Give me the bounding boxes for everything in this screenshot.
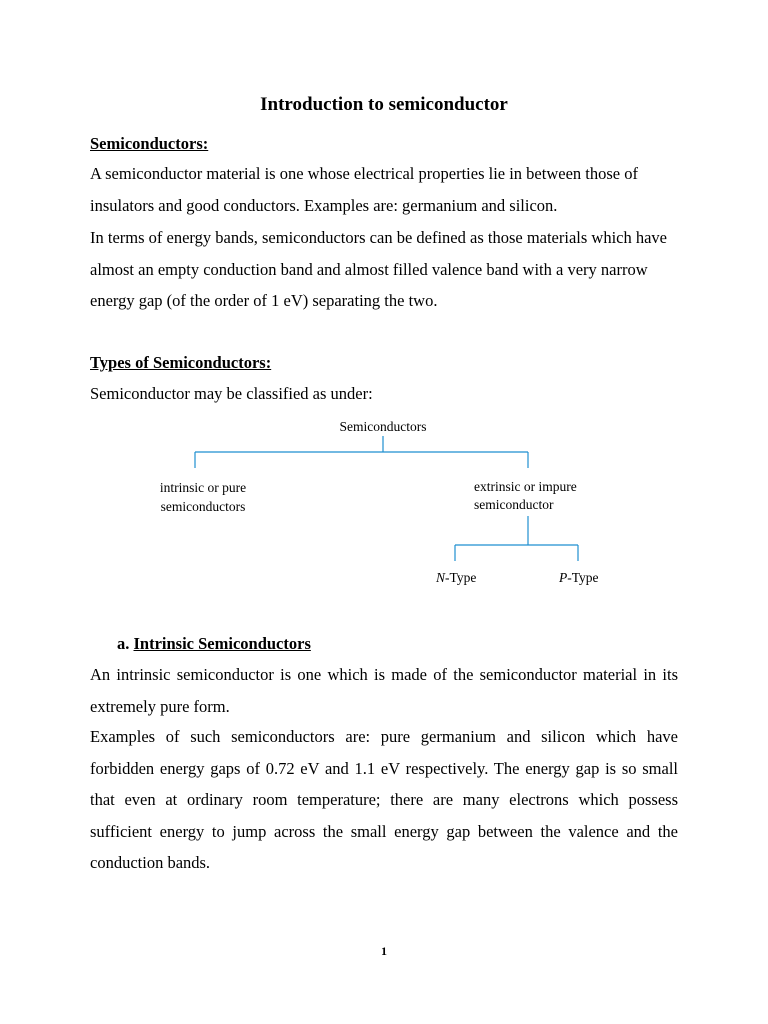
paragraph-intrinsic-examples: Examples of such semiconductors are: pure germanium and silicon which have forbidden energy gaps of 0.72 eV and 1.1 eV respectively. The energy gap is so small that even at ordinary room temperature; there are many electrons which possess sufficient energy to jump across the small energy gap between the valence and the conduction bands. bbox=[90, 727, 678, 872]
list-marker: a. bbox=[117, 634, 130, 653]
diagram-extrinsic-label-line1: extrinsic or impure bbox=[474, 479, 577, 494]
page-title: Introduction to semiconductor bbox=[260, 94, 508, 115]
diagram-p-type-label bbox=[558, 570, 599, 585]
paragraph-energy-bands: In terms of energy bands, semiconductors can be defined as those materials which have almost an empty conduction band and almost filled valence band with a very narrow energy gap (of the order of 1 eV) separating the two. bbox=[90, 228, 668, 310]
p-type-letter: P bbox=[559, 570, 568, 585]
diagram-intrinsic-label-line2: semiconductors bbox=[160, 499, 246, 514]
paragraph-intrinsic-definition: An intrinsic semiconductor is one which is made of the semiconductor material in its extremely pure form. bbox=[90, 665, 678, 716]
section-heading-intrinsic bbox=[117, 634, 311, 654]
n-type-letter: N bbox=[436, 570, 446, 585]
p-type-suffix: -Type bbox=[567, 570, 599, 585]
intrinsic-heading-text: Intrinsic Semiconductors bbox=[133, 634, 311, 653]
section-heading-types: Types of Semiconductors: bbox=[90, 353, 272, 372]
diagram-root-label: Semiconductors bbox=[339, 419, 427, 434]
diagram-extrinsic-label-line2: semiconductor bbox=[474, 497, 554, 512]
paragraph-definition: A semiconductor material is one whose electrical properties lie in between those of insulators and good conductors. Examples are: germanium and silicon. bbox=[90, 164, 638, 215]
paragraph-classification-intro: Semiconductor may be classified as under: bbox=[90, 384, 373, 403]
diagram-n-type-label bbox=[435, 570, 476, 585]
diagram-intrinsic-label-line1: intrinsic or pure bbox=[159, 480, 247, 495]
n-type-suffix: -Type bbox=[445, 570, 477, 585]
page-number: 1 bbox=[381, 944, 387, 958]
section-heading-semiconductors: Semiconductors: bbox=[90, 134, 209, 153]
